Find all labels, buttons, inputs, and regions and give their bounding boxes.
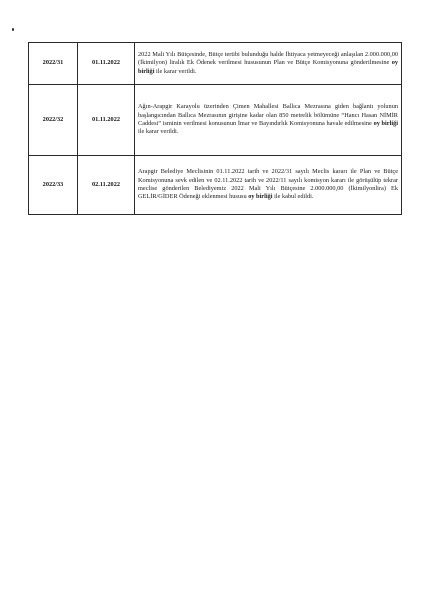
- decision-text-end: ile karar verildi.: [154, 67, 197, 75]
- decision-number: 2022/33: [29, 156, 78, 215]
- decision-vote: oy birliği: [373, 120, 398, 127]
- decision-vote: oy birliği: [138, 59, 398, 75]
- table-row: [29, 156, 402, 215]
- decision-text: [135, 43, 402, 85]
- decision-text-end: ile karar verildi.: [138, 128, 179, 136]
- decisions-table: [28, 42, 402, 215]
- decision-number: 2022/31: [29, 43, 78, 85]
- decision-date: 02.11.2022: [78, 156, 135, 215]
- table-row: [29, 43, 402, 85]
- decision-text-body: Arapgir Belediye Meclisinin 01.11.2022 tarih ve 2022/31 sayılı Meclis kararı ile Plan ve Bütçe Komisyonuna sevk edilen ve 02.11.2022 tarih ve 2022/11 sayılı komisyon kararı ile görüşülüp tekrar meclise gönderilen Belediyemiz 2022 Mali Yılı Bütçesine 2.000.000,00 (İkimilyonlira) Ek GELİR/GİDER Ödeneği eklenmesi hususu: [138, 168, 398, 201]
- decision-text: [135, 85, 402, 156]
- decision-text-body: Ağın-Arapgir Karayolu üzerinden Çimen Mahallesi Ballıca Mezrasına giden bağlantı yolunun başlangıcından Ballıca Mezrasının girişine kadar olan 850 metrelik bölümüne “Hancı Hasan NİMİR Caddesi” isminin verilmesi konusunun İmar ve Bayındırlık Komisyonuna havale edilmesine: [138, 103, 398, 127]
- decision-number: 2022/32: [29, 85, 78, 156]
- decision-date: 01.11.2022: [78, 43, 135, 85]
- decision-text-body: 2022 Mali Yılı Bütçesinde, Bütçe tertibi bulunduğu halde İhtiyaca yetmeyeceği anlaşılan 2.000.000,00 (İkimilyon) liralık Ek Ödenek verilmesi hususunun Plan ve Bütçe Komisyonuna gönderilmesine: [138, 50, 398, 67]
- scan-mark: [12, 28, 14, 31]
- decision-date: 01.11.2022: [78, 85, 135, 156]
- decision-text: [135, 156, 402, 215]
- decision-text-end: ile kabul edildi.: [272, 193, 314, 201]
- table-row: [29, 85, 402, 156]
- decision-vote: oy birliği: [248, 193, 273, 201]
